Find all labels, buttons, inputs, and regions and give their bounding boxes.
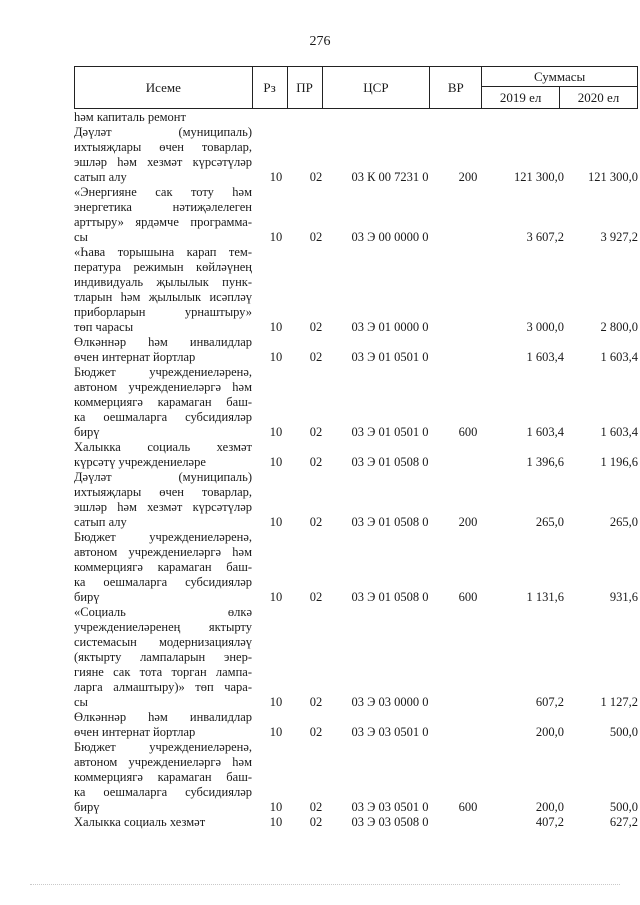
row-y2: 3 927,2 [600,230,638,244]
row-name-line: ка оешмаларга субсидияләр [74,410,252,424]
row-pr: 02 [309,800,323,814]
table-row [74,740,640,815]
row-name-line: коммерциягә карамаган баш- [74,770,252,784]
row-name-line: индивидуаль җылылык пунк- [74,275,252,289]
row-name [74,815,252,830]
row-name-line: сы [74,230,88,244]
row-csr: 03 Э 01 0501 0 [351,425,429,439]
row-rz: 10 [269,320,283,334]
row-name [74,110,252,125]
table-header [74,66,638,109]
row-pr: 02 [309,425,323,439]
row-name-line: ка оешмаларга субсидияләр [74,575,252,589]
row-name-line: өчен интернат йортлар [74,350,196,364]
row-name-line: «Социаль өлкә [74,605,252,619]
page-number: 276 [309,34,331,49]
row-y2: 1 127,2 [600,695,638,709]
row-pr: 02 [309,350,323,364]
row-y1: 1 131,6 [526,590,564,604]
row-csr: 03 Э 03 0501 0 [351,725,429,739]
row-y1: 607,2 [535,695,564,709]
row-name-line: Халыкка социаль хезмәт [74,815,206,829]
row-csr: 03 Э 01 0508 0 [351,515,429,529]
row-name-line: автоном учреждениеләргә һәм [74,545,252,559]
footer-divider [30,884,620,885]
row-rz: 10 [269,170,283,184]
row-name-line: ларга алмаштыру)» төп чара- [74,680,252,694]
row-name [74,605,252,710]
table-row [74,185,640,245]
header-year-2019: 2019 ел [482,87,560,109]
row-name [74,365,252,440]
row-name-line: тларын һәм җылылык исәпләү [74,290,252,304]
row-pr: 02 [309,320,323,334]
row-name-line: пература режимын көйләүнең [74,260,252,274]
row-name-line: төп чарасы [74,320,134,334]
row-name-line: өчен интернат йортлар [74,725,196,739]
header-name: Исеме [75,67,253,109]
row-y1: 3 607,2 [526,230,564,244]
row-rz: 10 [269,590,283,604]
row-name-line: Дәүләт (муниципаль) [74,470,252,484]
row-pr: 02 [309,695,323,709]
row-pr: 02 [309,725,323,739]
row-rz: 10 [269,350,283,364]
table-body [74,110,640,830]
row-name [74,740,252,815]
row-name-line: бирү [74,425,100,439]
row-pr: 02 [309,170,323,184]
row-y1: 1 603,4 [526,425,564,439]
row-y2: 121 300,0 [588,170,638,184]
row-y1: 121 300,0 [514,170,564,184]
table-row [74,125,640,185]
table-row [74,335,640,365]
row-name-line: Өлкәннәр һәм инвалидлар [74,710,252,724]
row-name [74,530,252,605]
row-csr: 03 Э 03 0501 0 [351,800,429,814]
row-y1: 200,0 [535,800,564,814]
row-name-line: ка оешмаларга субсидияләр [74,785,252,799]
row-pr: 02 [309,815,323,829]
row-name-line: Дәүләт (муниципаль) [74,125,252,139]
row-name [74,185,252,245]
row-y2: 2 800,0 [600,320,638,334]
row-name-line: коммерциягә карамаган баш- [74,560,252,574]
row-rz: 10 [269,800,283,814]
row-name-line: «Һава торышына карап тем- [74,245,252,259]
row-name-line: һәм капиталь ремонт [74,110,186,124]
row-csr: 03 К 00 7231 0 [351,170,429,184]
row-name-line: ихтыяҗлары өчен товарлар, [74,485,252,499]
header-sums: Суммасы [482,67,638,87]
table-row [74,470,640,530]
row-name-line: арттыру» ярдәмче программа- [74,215,252,229]
row-name [74,470,252,530]
header-year-2020: 2020 ел [560,87,638,109]
row-y2: 627,2 [609,815,638,829]
table-row [74,710,640,740]
row-rz: 10 [269,815,283,829]
row-name [74,245,252,335]
row-rz: 10 [269,515,283,529]
table-row [74,440,640,470]
row-y1: 407,2 [535,815,564,829]
table-row [74,605,640,710]
table-row [74,110,640,125]
row-y2: 500,0 [609,725,638,739]
row-name-line: Бюджет учреждениеләренә, [74,740,252,754]
row-name-line: автоном учреждениеләргә һәм [74,380,252,394]
row-name-line: сы [74,695,88,709]
row-name-line: приборларын урнаштыру» [74,305,252,319]
row-pr: 02 [309,230,323,244]
row-vr: 200 [458,515,478,529]
row-name-line: сатып алу [74,170,127,184]
row-y1: 1 396,6 [526,455,564,469]
row-vr: 600 [458,800,478,814]
row-name-line: эшләр һәм хезмәт күрсәтүләр [74,155,252,169]
row-pr: 02 [309,515,323,529]
row-rz: 10 [269,230,283,244]
header-pr: ПР [287,67,322,109]
row-csr: 03 Э 03 0508 0 [351,815,429,829]
row-y2: 265,0 [609,515,638,529]
row-pr: 02 [309,590,323,604]
row-name-line: Бюджет учреждениеләренә, [74,365,252,379]
row-y2: 500,0 [609,800,638,814]
row-name-line: гияне сак тота торган лампа- [74,665,252,679]
row-y2: 1 196,6 [600,455,638,469]
row-rz: 10 [269,455,283,469]
row-name-line: эшләр һәм хезмәт күрсәтүләр [74,500,252,514]
row-csr: 03 Э 01 0501 0 [351,350,429,364]
row-name-line: автоном учреждениеләргә һәм [74,755,252,769]
row-csr: 03 Э 03 0000 0 [351,695,429,709]
row-name-line: Бюджет учреждениеләренә, [74,530,252,544]
row-csr: 03 Э 01 0508 0 [351,590,429,604]
row-y1: 265,0 [535,515,564,529]
row-name-line: бирү [74,800,100,814]
row-rz: 10 [269,425,283,439]
row-vr: 200 [458,170,478,184]
row-pr: 02 [309,455,323,469]
row-name-line: Өлкәннәр һәм инвалидлар [74,335,252,349]
row-y2: 931,6 [609,590,638,604]
row-name [74,710,252,740]
row-rz: 10 [269,725,283,739]
row-csr: 03 Э 01 0508 0 [351,455,429,469]
table-row [74,245,640,335]
header-csr: ЦСР [322,67,430,109]
row-name [74,440,252,470]
row-y1: 200,0 [535,725,564,739]
row-y1: 1 603,4 [526,350,564,364]
table-row [74,815,640,830]
row-vr: 600 [458,590,478,604]
row-name-line: энергетика нәтиҗәлелеген [74,200,252,214]
row-y2: 1 603,4 [600,350,638,364]
row-name-line: Халыкка социаль хезмәт [74,440,252,454]
row-name-line: (яктырту лампаларын энер- [74,650,252,664]
row-name-line: системасын модернизацияләү [74,635,252,649]
row-name [74,125,252,185]
table-row [74,530,640,605]
row-name-line: ихтыяҗлары өчен товарлар, [74,140,252,154]
header-vr: ВР [430,67,482,109]
row-csr: 03 Э 00 0000 0 [351,230,429,244]
header-rz: Рз [252,67,287,109]
row-name-line: коммерциягә карамаган баш- [74,395,252,409]
row-csr: 03 Э 01 0000 0 [351,320,429,334]
row-name-line: бирү [74,590,100,604]
row-y2: 1 603,4 [600,425,638,439]
row-name-line: сатып алу [74,515,127,529]
row-vr: 600 [458,425,478,439]
row-name [74,335,252,365]
table-row [74,365,640,440]
row-name-line: учреждениеләренең яктырту [74,620,252,634]
row-rz: 10 [269,695,283,709]
row-name-line: күрсәтү учреждениеләре [74,455,206,469]
row-y1: 3 000,0 [526,320,564,334]
row-name-line: «Энергияне сак тоту һәм [74,185,252,199]
